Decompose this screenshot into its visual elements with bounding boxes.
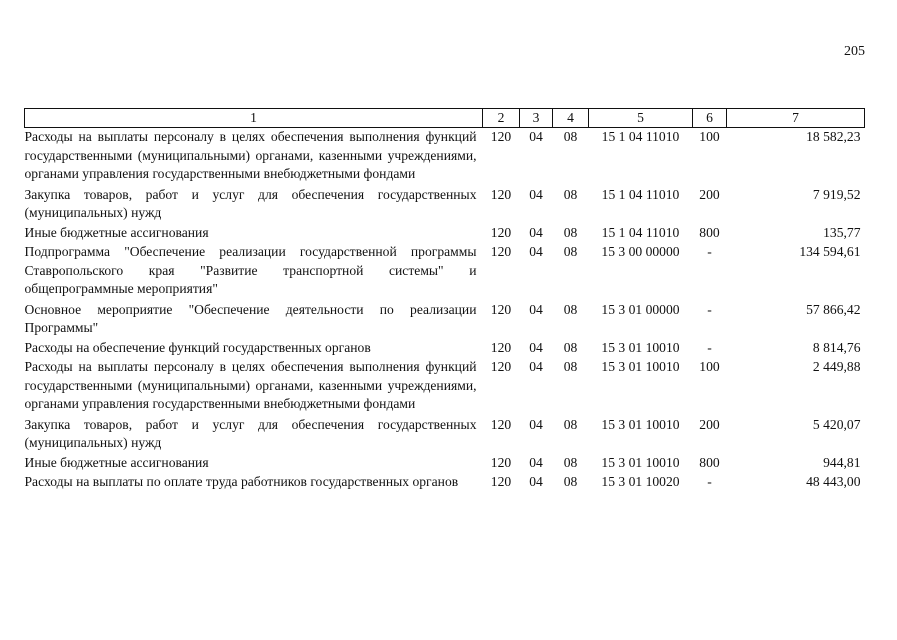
row-name: Закупка товаров, работ и услуг для обеспечения государственных (муниципальных) нужд [24,416,477,450]
row-amount: 5 420,07 [812,416,861,432]
row-name: Иные бюджетные ассигнования [24,454,209,470]
row-target-code: 15 3 00 00000 [601,244,680,259]
row-target-code: 15 3 01 10010 [601,339,680,355]
row-ministry-code: 120 [490,416,512,432]
row-subsection-code: 08 [563,474,578,489]
header-row [25,109,865,128]
row-ministry-code: 120 [490,186,512,202]
row-target-code: 15 1 04 11010 [601,224,680,240]
column-header-2: 2 [483,109,520,128]
row-target-code: 15 3 01 10010 [601,359,680,374]
row-expense-type: - [707,474,712,489]
row-name: Расходы на выплаты по оплате труда работников государственных органов [24,474,459,489]
row-ministry-code: 120 [490,474,512,489]
row-subsection-code: 08 [563,301,578,317]
column-header-6: 6 [693,109,727,128]
table-header [25,109,865,128]
row-subsection-code: 08 [563,129,578,144]
table-row [25,128,865,186]
row-target-code: 15 3 01 00000 [601,301,680,317]
row-amount: 18 582,23 [806,129,861,144]
row-section-code: 04 [529,474,543,489]
row-amount: 2 449,88 [812,359,861,374]
row-subsection-code: 08 [563,416,578,432]
budget-table [24,108,865,493]
row-subsection-code: 08 [563,339,578,355]
page-number: 205 [844,44,865,59]
row-subsection-code: 08 [563,454,578,470]
row-amount: 8 814,76 [812,339,861,355]
row-amount: 57 866,42 [806,301,861,317]
row-section-code: 04 [529,359,543,374]
row-amount: 135,77 [823,224,861,240]
table-row [25,454,865,474]
row-expense-type: 800 [699,224,720,240]
row-name: Расходы на выплаты персоналу в целях обеспечения выполнения функций государственными (муниципальными) органами, казенными учреждениями, органами управления государственными внебюджетными фондами [24,359,477,411]
row-expense-type: - [707,339,712,355]
column-header-5: 5 [589,109,693,128]
table-row [25,416,865,454]
row-expense-type: 800 [699,454,720,470]
row-section-code: 04 [529,416,543,432]
row-target-code: 15 3 01 10010 [601,416,680,432]
table-row [25,243,865,301]
row-amount: 944,81 [823,454,861,470]
row-section-code: 04 [529,244,543,259]
row-section-code: 04 [529,224,543,240]
row-subsection-code: 08 [563,186,578,202]
column-header-7: 7 [727,109,865,128]
table-row [25,186,865,224]
table-row [25,301,865,339]
row-target-code: 15 3 01 10020 [601,474,680,489]
row-expense-type: 200 [699,416,720,432]
row-name: Расходы на выплаты персоналу в целях обеспечения выполнения функций государственными (муниципальными) органами, казенными учреждениями, органами управления государственными внебюджетными фондами [24,129,477,181]
row-section-code: 04 [529,339,543,355]
row-section-code: 04 [529,301,543,317]
row-ministry-code: 120 [490,244,512,259]
row-ministry-code: 120 [490,454,512,470]
row-expense-type: - [707,301,712,317]
row-ministry-code: 120 [490,129,512,144]
table-row [25,473,865,493]
table-row [25,339,865,359]
column-header-4: 4 [553,109,589,128]
row-subsection-code: 08 [563,244,578,259]
table-body [25,128,865,493]
row-ministry-code: 120 [490,224,512,240]
row-section-code: 04 [529,186,543,202]
row-target-code: 15 1 04 11010 [601,129,680,144]
row-target-code: 15 3 01 10010 [601,454,680,470]
row-name: Закупка товаров, работ и услуг для обеспечения государственных (муниципальных) нужд [24,186,477,220]
row-subsection-code: 08 [563,224,578,240]
row-ministry-code: 120 [490,301,512,317]
column-header-3: 3 [520,109,553,128]
column-header-1: 1 [25,109,483,128]
table-row [25,358,865,416]
row-section-code: 04 [529,454,543,470]
row-expense-type: 100 [699,129,720,144]
row-amount: 134 594,61 [799,244,861,259]
row-name: Иные бюджетные ассигнования [24,224,209,240]
table-row [25,224,865,244]
row-name: Основное мероприятие "Обеспечение деятельности по реализации Программы" [24,301,477,335]
row-expense-type: - [707,244,712,259]
row-name: Расходы на обеспечение функций государственных органов [24,339,371,355]
row-expense-type: 200 [699,186,720,202]
row-amount: 7 919,52 [812,186,861,202]
row-expense-type: 100 [699,359,720,374]
row-amount: 48 443,00 [806,474,861,489]
row-name: Подпрограмма "Обеспечение реализации государственной программы Ставропольского края "Развитие транспортной системы" и общепрограммные мероприятия" [24,244,477,296]
row-subsection-code: 08 [563,359,578,374]
row-ministry-code: 120 [490,339,512,355]
row-target-code: 15 1 04 11010 [601,186,680,202]
row-ministry-code: 120 [490,359,512,374]
row-section-code: 04 [529,129,543,144]
